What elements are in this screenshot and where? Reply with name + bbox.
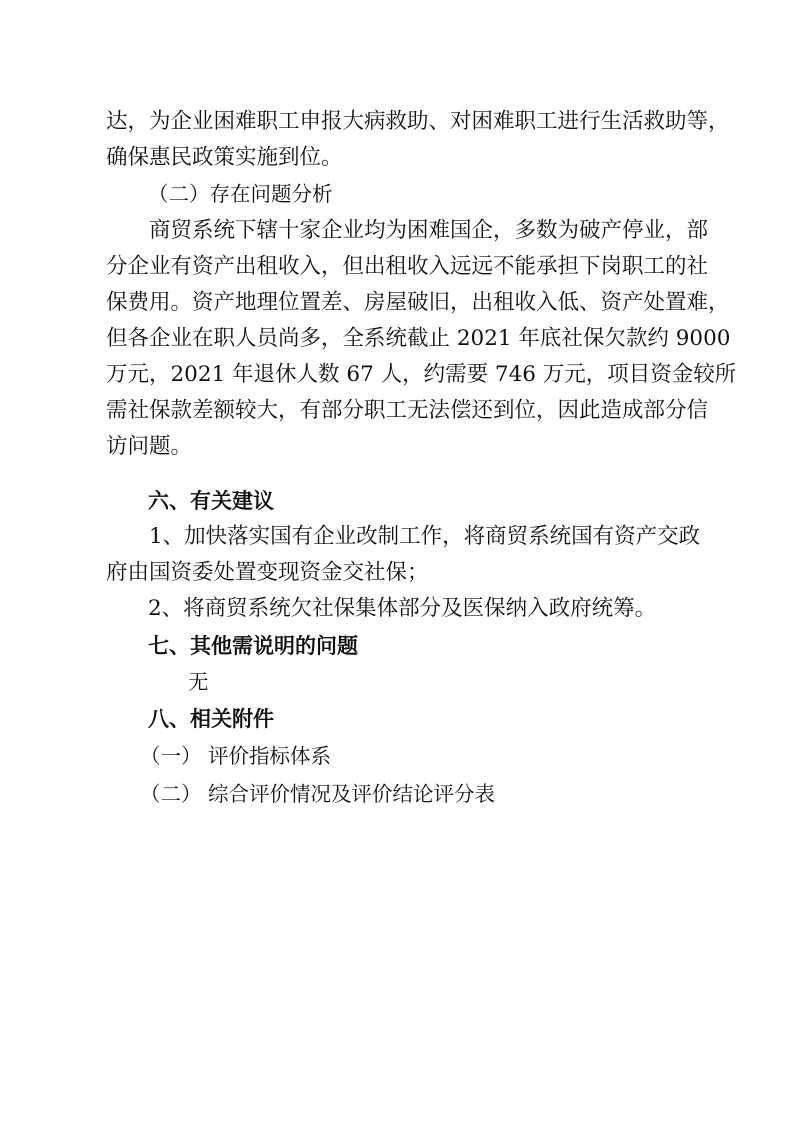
subheading-problem-analysis: （二）存在问题分析 bbox=[148, 182, 333, 206]
paragraph-problem-analysis bbox=[106, 213, 737, 465]
paragraph-line: 确保惠民政策实施到位。 bbox=[106, 145, 343, 170]
paragraph-line: 府由国资委处置变现资金交社保； bbox=[106, 560, 429, 585]
paragraph-line: 1、加快落实国有企业改制工作，将商贸系统国有资产交政 bbox=[149, 524, 701, 549]
paragraph-line: 分企业有资产出租收入，但出租收入远远不能承担下岗职工的社 bbox=[106, 254, 709, 279]
paragraph-line: 商贸系统下辖十家企业均为困难国企，多数为破产停业，部 bbox=[149, 218, 709, 243]
paragraph-line: 需社保款差额较大，有部分职工无法偿还到位，因此造成部分信 bbox=[106, 398, 709, 423]
attachment-item: （二） 综合评价情况及评价结论评分表 bbox=[140, 782, 496, 806]
section-6-item-1 bbox=[106, 519, 701, 591]
section-7-body: 无 bbox=[188, 670, 209, 694]
paragraph-line: 保费用。资产地理位置差、房屋破旧，出租收入低、资产处置难， bbox=[106, 290, 730, 315]
paragraph-continuation bbox=[106, 104, 730, 176]
section-8-title: 八、相关附件 bbox=[148, 707, 274, 731]
paragraph-line: 万元，2021 年退休人数 67 人，约需要 746 万元，项目资金较所 bbox=[106, 362, 737, 387]
paragraph-line: 访问题。 bbox=[106, 434, 193, 459]
section-6-item-2: 2、将商贸系统欠社保集体部分及医保纳入政府统筹。 bbox=[148, 596, 657, 621]
paragraph-line: 达，为企业困难职工申报大病救助、对困难职工进行生活救助等， bbox=[106, 109, 730, 134]
paragraph-line: 但各企业在职人员尚多，全系统截止 2021 年底社保欠款约 9000 bbox=[106, 326, 731, 351]
section-6-title: 六、有关建议 bbox=[148, 489, 274, 513]
attachment-item: （一） 评价指标体系 bbox=[140, 744, 332, 768]
section-7-title: 七、其他需说明的问题 bbox=[148, 634, 358, 658]
